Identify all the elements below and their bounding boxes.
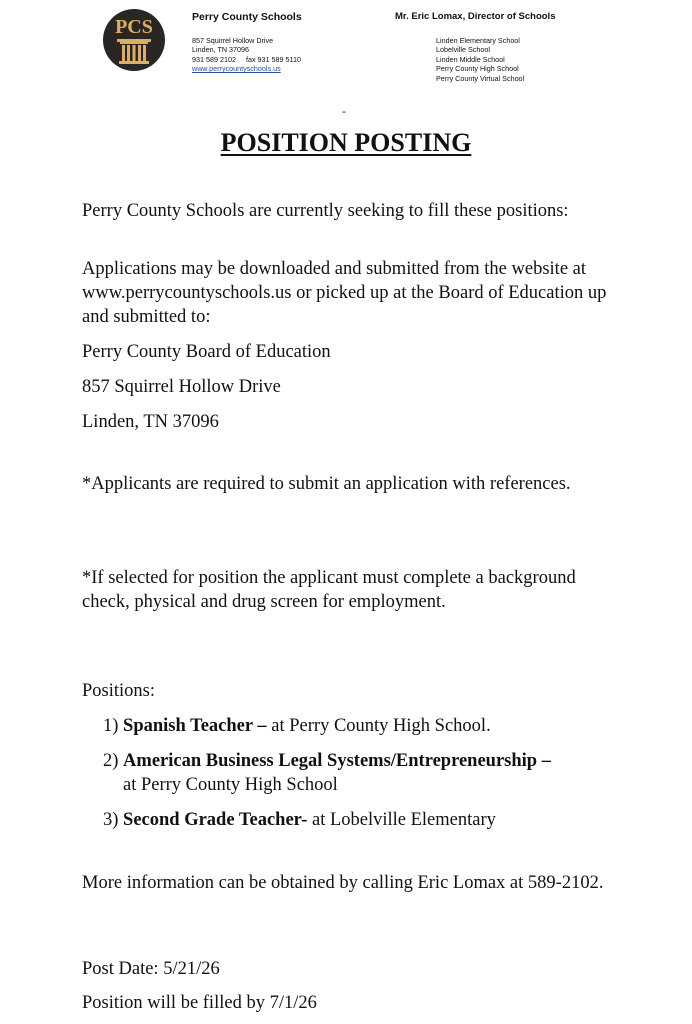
positions-label: Positions: bbox=[82, 681, 155, 701]
school-item: Linden Elementary School bbox=[436, 36, 520, 45]
dash-mark: - bbox=[342, 104, 346, 118]
school-item: Perry County Virtual School bbox=[436, 73, 525, 83]
org-name: Perry County Schools bbox=[192, 11, 302, 23]
school-list bbox=[436, 36, 524, 83]
references-note: *Applicants are required to submit an application with references. bbox=[82, 474, 571, 494]
background-check-note: *If selected for position the applicant must complete a background check, physical and drug screen for employment. bbox=[82, 568, 576, 612]
position-title: American Business Legal Systems/Entrepreneurship bbox=[123, 751, 538, 771]
position-item bbox=[103, 808, 623, 832]
position-item bbox=[103, 714, 623, 738]
position-number: 1) bbox=[103, 716, 119, 736]
position-detail: at Lobelville Elementary bbox=[311, 810, 496, 830]
school-item: Lobelville School bbox=[436, 45, 490, 55]
position-item bbox=[103, 749, 623, 797]
logo-text: PCS bbox=[115, 16, 153, 38]
org-city: Linden, TN 37096 bbox=[192, 45, 250, 55]
more-info-text: More information can be obtained by calling Eric Lomax at 589-2102. bbox=[82, 873, 604, 893]
address-city: Linden, TN 37096 bbox=[82, 412, 219, 432]
position-detail: at Perry County High School. bbox=[271, 716, 491, 736]
org-phone: 931 589 2102 fax 931 589 5110 bbox=[192, 54, 301, 64]
fill-date: Position will be filled by 7/1/26 bbox=[82, 993, 317, 1013]
position-number: 3) bbox=[103, 810, 119, 830]
page-title: POSITION POSTING bbox=[220, 128, 472, 157]
org-address: 857 Squirrel Hollow Drive bbox=[192, 36, 274, 45]
intro-text: Perry County Schools are currently seeking to fill these positions: bbox=[82, 201, 569, 221]
position-separator: – bbox=[537, 751, 551, 771]
position-number: 2) bbox=[103, 751, 119, 771]
director-name: Mr. Eric Lomax, Director of Schools bbox=[395, 11, 556, 22]
org-website-link[interactable]: www.perrycountyschools.us bbox=[192, 64, 281, 74]
position-detail: at Perry County High School bbox=[123, 775, 338, 795]
position-title: Second Grade Teacher- bbox=[123, 810, 308, 830]
address-street: 857 Squirrel Hollow Drive bbox=[82, 377, 281, 397]
applications-text: Applications may be downloaded and submitted from the website at www.perrycountyschools.us or picked up at the Board of Education up and submitted to: bbox=[82, 259, 607, 327]
position-separator: – bbox=[252, 716, 272, 736]
post-date: Post Date: 5/21/26 bbox=[82, 959, 220, 979]
pcs-logo bbox=[103, 9, 165, 71]
school-item: Perry County High School bbox=[436, 64, 519, 74]
position-title: Spanish Teacher bbox=[123, 716, 253, 736]
org-contact bbox=[192, 36, 301, 74]
school-item: Linden Middle School bbox=[436, 54, 505, 64]
address-name: Perry County Board of Education bbox=[82, 342, 331, 362]
